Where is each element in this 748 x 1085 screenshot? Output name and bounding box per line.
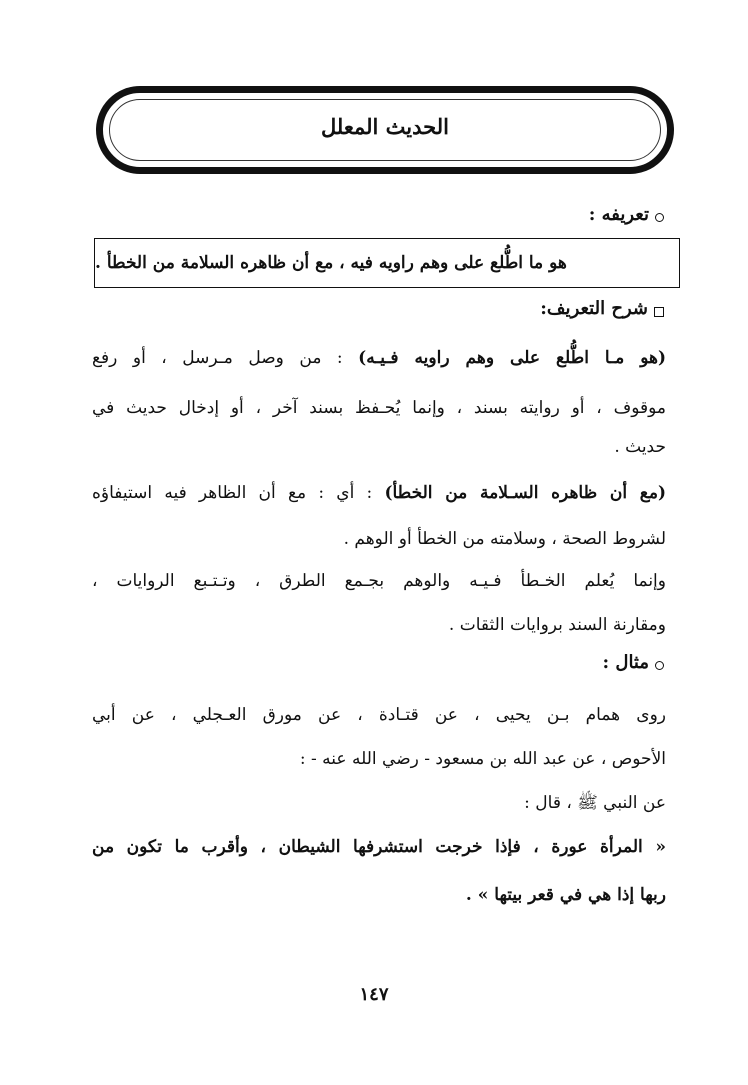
title-frame [96,86,674,174]
line-text: : من وصل مـرسل ، أو رفع [92,348,359,368]
paragraph-line [92,343,666,373]
paragraph-line: حديث . [614,437,666,457]
example-heading-text: مثال : [602,652,649,673]
example-heading [602,652,664,673]
bold-phrase: (هو مـا اطُّلع على وهم راويه فـيـه) [358,348,666,368]
paragraph-line: عن النبي ﷺ ، قال : [524,793,666,813]
definition-heading-text: تعريفه : [588,204,649,225]
paragraph-line: موقوف ، أو روايته بسند ، وإنما يُحـفظ بسند آخر ، أو إدخال حديث في [92,398,666,418]
definition-box [94,238,680,288]
circle-bullet-icon [655,213,664,222]
paragraph-line: روى همام بـن يحيى ، عن قتـادة ، عن مورق العـجلي ، عن أبي [92,705,666,725]
paragraph-line: ومقارنة السند بروايات الثقات . [448,615,666,635]
square-bullet-icon [654,307,664,317]
hadith-quote-line: ربها إذا هي في قعر بيتها » . [465,885,666,905]
bold-phrase: (مع أن ظاهره السـلامة من الخطأ) [384,483,666,503]
paragraph-line [92,478,666,508]
explanation-heading-text: شرح التعريف: [540,298,648,319]
definition-text: هو ما اطُّلع على وهم راويه فيه ، مع أن ظاهره السلامة من الخطأ . [95,253,567,273]
paragraph-line: وإنما يُعلم الخـطأ فـيـه والوهم بجـمع الطرق ، وتـتـبع الروايات ، [92,571,666,591]
circle-bullet-icon [655,661,664,670]
paragraph-line: لشروط الصحة ، وسلامته من الخطأ أو الوهم . [343,529,666,549]
explanation-heading [540,298,664,319]
page-number: ١٤٧ [359,984,389,1005]
definition-heading [589,204,664,225]
line-text: : أي : مع أن الظاهر فيه استيفاؤه [92,483,385,503]
paragraph-line: الأحوص ، عن عبد الله بن مسعود - رضي الله عنه - : [299,749,666,769]
page-title: الحديث المعلل [321,113,449,139]
hadith-quote-line: « المرأة عورة ، فإذا خرجت استشرفها الشيطان ، وأقرب ما تكون من [92,837,666,857]
